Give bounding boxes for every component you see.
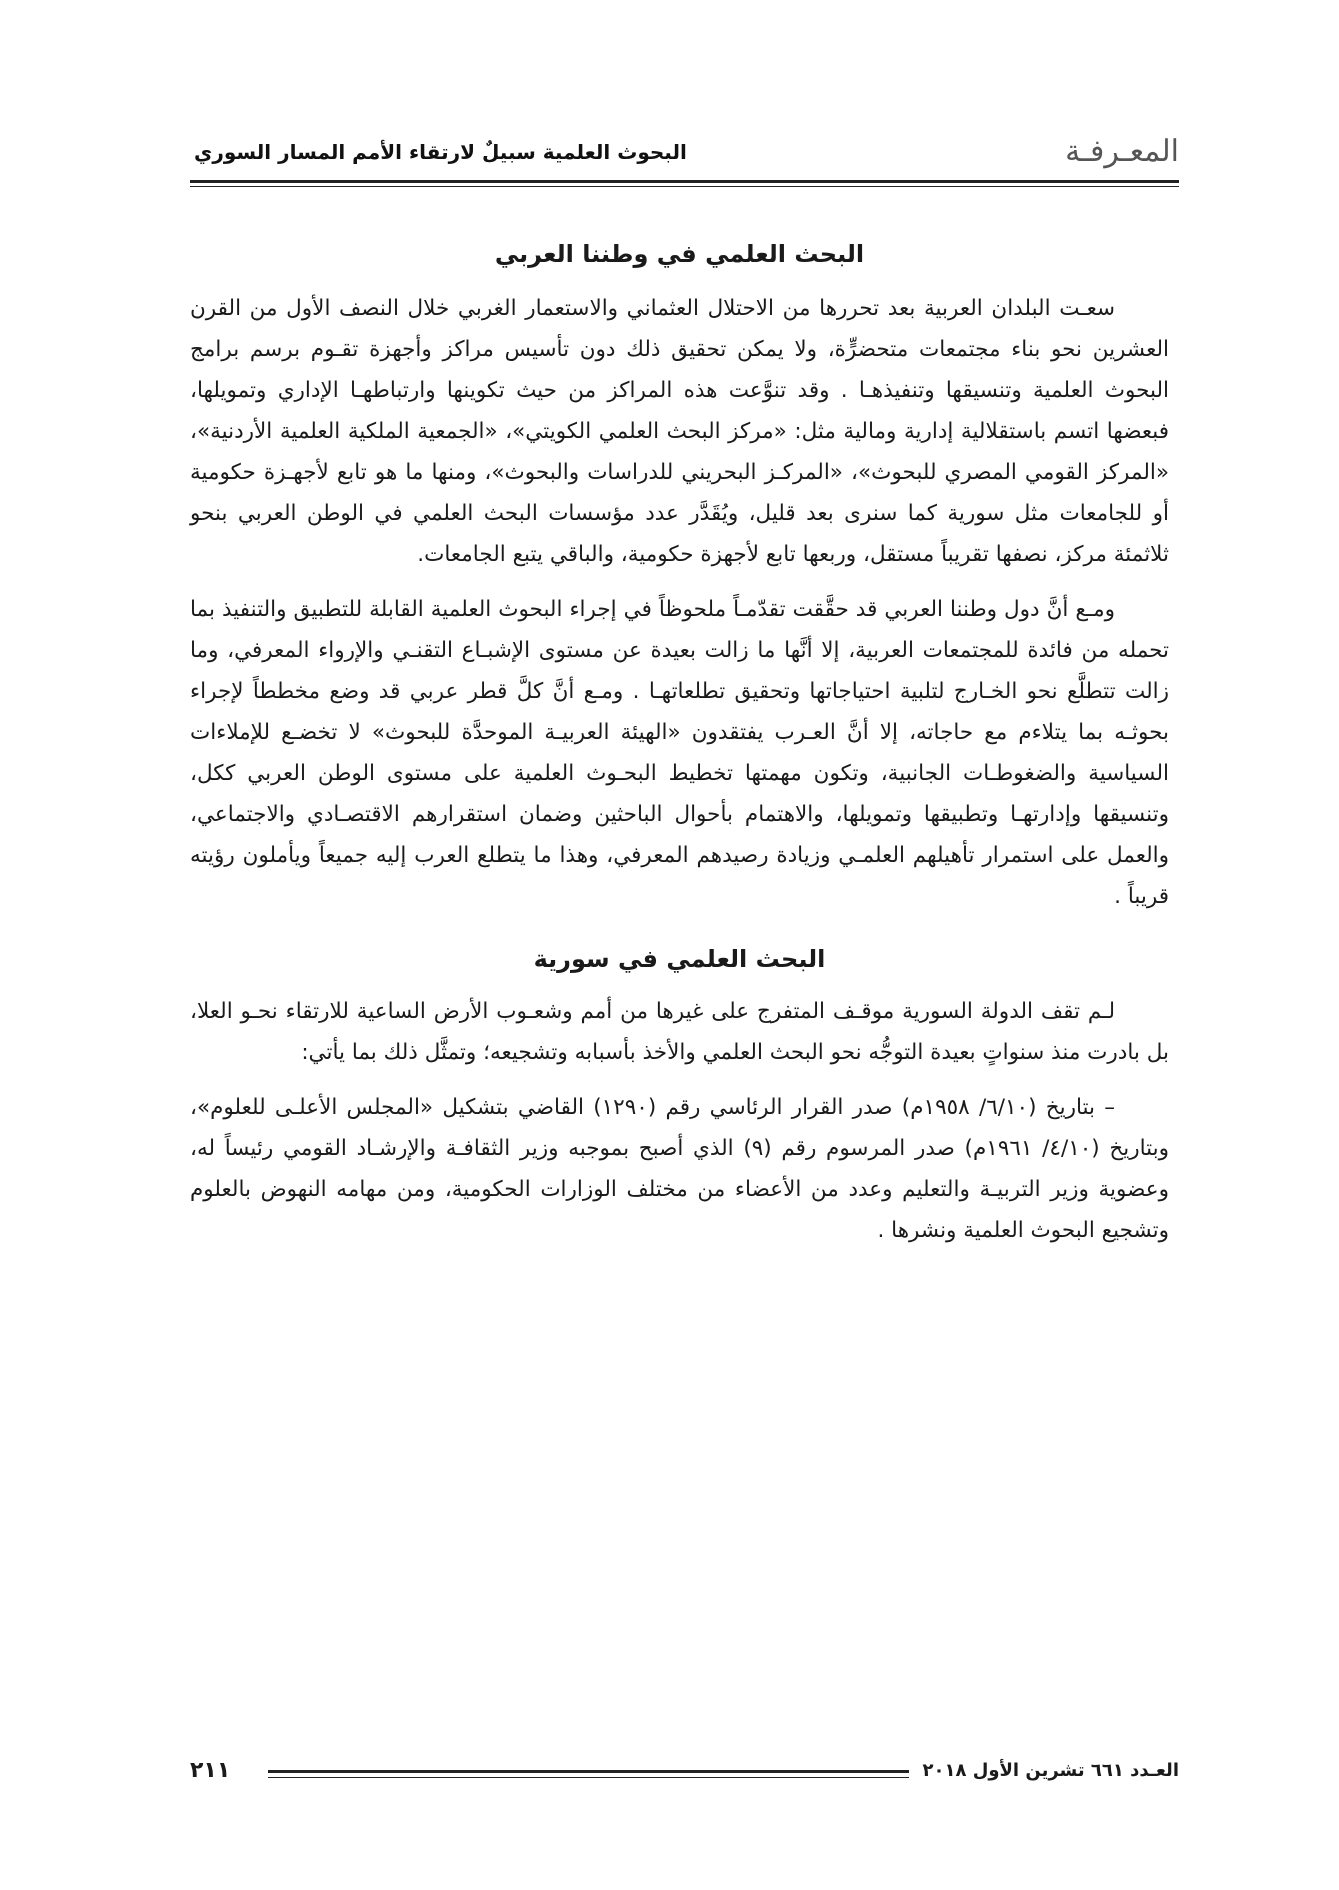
footer-rule-thick [268,1770,909,1773]
running-header [190,120,1179,182]
paragraph: سعـت البلدان العربية بعد تحررها من الاحتلال العثماني والاستعمار الغربي خلال النصف الأول من القرن العشرين نحو بناء مجتمعات متحضرٍّة، ولا يمكن تحقيق ذلك دون تأسيس مراكز وأجهزة تقـوم برسم برامج البحوث العلمية وتنسيقها وتنفيذهـا . وقد تنوَّعت هذه المراكز من حيث تكوينها وارتباطهـا الإداري وتمويلها، فبعضها اتسم باستقلالية إدارية ومالية مثل: «مركز البحث العلمي الكويتي»، «الجمعية الملكية العلمية الأردنية»، «المركز القومي المصري للبحوث»، «المركـز البحريني للدراسات والبحوث»، ومنها ما هو تابع لأجهـزة حكومية أو للجامعات مثل سورية كما سنرى بعد قليل، ويُقَدَّر عدد مؤسسات البحث العلمي في الوطن العربي بنحو ثلاثمئة مركز، نصفها تقريباً مستقل، وربعها تابع لأجهزة حكومية، والباقي يتبع الجامعات. [190,296,1169,567]
article-body [190,236,1169,1265]
paragraph: لـم تقف الدولة السورية موقـف المتفرج على غيرها من أمم وشعـوب الأرض الساعية للارتقاء نحـو العلا، بل بادرت منذ سنواتٍ بعيدة التوجُّه نحو البحث العلمي والأخذ بأسبابه وتشجيعه؛ وتمثَّل ذلك بما يأتي: [190,999,1169,1065]
footer-rule-thin [268,1777,909,1778]
issue-label: العـدد ٦٦١ تشرين الأول ٢٠١٨ [922,1760,1179,1781]
page-footer [190,1760,1179,1800]
paragraph: ومـع أنَّ دول وطننا العربي قد حقَّقت تقدّمـاً ملحوظاً في إجراء البحوث العلمية القابلة للتطبيق والتنفيذ بما تحمله من فائدة للمجتمعات العربية، إلا أنَّها ما زالت بعيدة عن مستوى الإشبـاع التقنـي والإرواء المعرفي، وما زالت تتطلَّع نحو الخـارج لتلبية احتياجاتها وتحقيق تطلعاتهـا . ومـع أنَّ كلَّ قطر عربي قد وضع مخططاً لإجراء بحوثـه بما يتلاءم مع حاجاته، إلا أنَّ العـرب يفتقدون «الهيئة العربيـة الموحدَّة للبحوث» لا تخضـع للإملاءات السياسية والضغوطـات الجانبية، وتكون مهمتها تخطيط البحـوث العلمية على مستوى الوطن العربي ككل، وتنسيقها وإدارتهـا وتطبيقها وتمويلها، والاهتمام بأحوال الباحثين وضمان استقرارهم الاقتصـادي والاجتماعي، والعمل على استمرار تأهيلهم العلمـي وزيادة رصيدهم المعرفي، وهذا ما يتطلع العرب إليه جميعاً ويأملون رؤيته قريباً . [190,597,1169,909]
header-rule-thin [190,186,1179,187]
magazine-logo: المعـرفـة [1065,134,1179,169]
paragraph-list-item: – بتاريخ (٦/١٠/ ١٩٥٨م) صدر القرار الرئاسي رقم (١٢٩٠) القاضي بتشكيل «المجلس الأعلـى للعلوم»، وبتاريخ (٤/١٠/ ١٩٦١م) صدر المرسوم رقم (٩) الذي أصبح بموجبه وزير الثقافـة والإرشـاد القومي رئيساً له، وعضوية وزير التربيـة والتعليم وعدد من الأعضاء من مختلف الوزارات الحكومية، ومن مهامه النهوض بالعلوم وتشجيع البحوث العلمية ونشرها . [190,1095,1170,1243]
page-number: ٢١١ [190,1758,231,1783]
header-rule-thick [190,180,1179,183]
running-title: البحوث العلمية سبيلٌ لارتقاء الأمم المسار السوري [194,140,687,164]
section-title-arab-research: البحث العلمي في وطننا العربي [494,240,865,268]
section-title-syria-research: البحث العلمي في سورية [533,945,826,973]
